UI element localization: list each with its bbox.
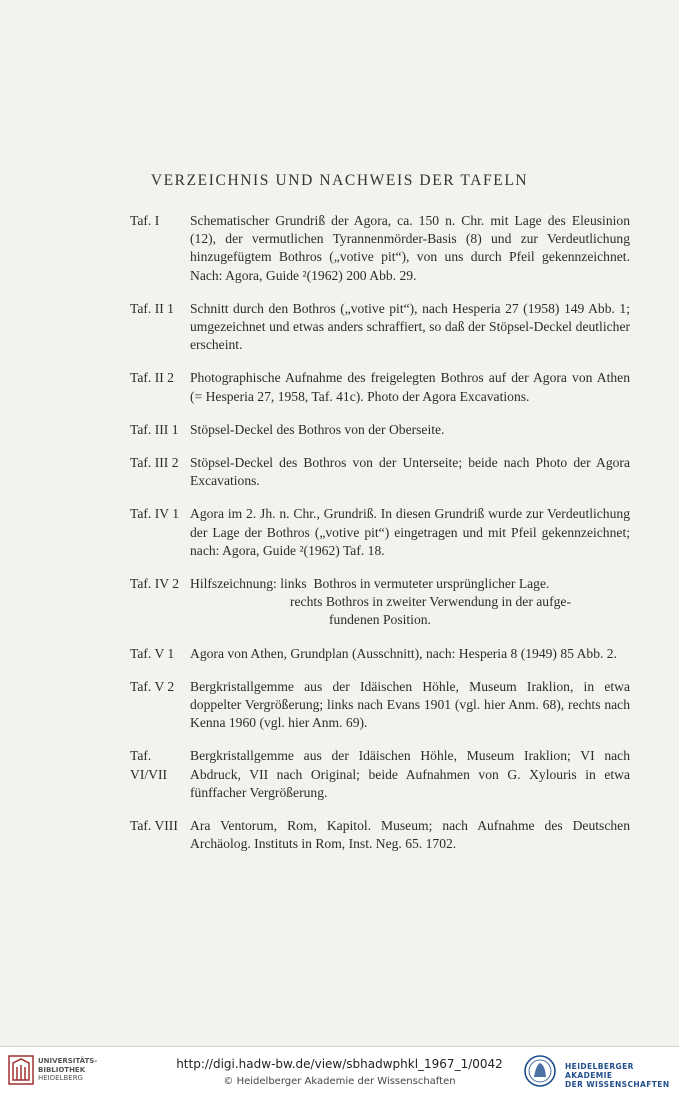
plate-label: Taf. V 2 — [130, 678, 175, 694]
plate-entry — [130, 212, 630, 285]
plate-entry — [130, 454, 630, 490]
academy-seal-icon — [523, 1053, 557, 1089]
plate-description: Stöpsel-Deckel des Bothros von der Unterseite; beide nach Photo der Agora Excavations. — [190, 455, 630, 489]
plate-description: Schnitt durch den Bothros („votive pit“), nach Hesperia 27 (1958) 149 Abb. 1; umgezeichnet und etwas anders schraffiert, so daß der Stöpsel-Deckel deutlicher erscheint. — [190, 300, 630, 353]
plate-entry — [130, 421, 630, 439]
plate-description: Stöpsel-Deckel des Bothros von der Oberseite. — [190, 421, 445, 437]
academy-name-line: HEIDELBERGER AKADEMIE — [565, 1062, 634, 1080]
plate-label: Taf. III 2 — [130, 455, 179, 471]
library-name-line: HEIDELBERG — [38, 1074, 83, 1082]
plate-description-line: fundenen Position. — [329, 612, 431, 628]
plate-entry — [130, 817, 630, 853]
plate-description-line: Hilfszeichnung: links Bothros in vermuteter ursprünglicher Lage. — [190, 576, 550, 592]
plate-description: Bergkristallgemme aus der Idäischen Höhle, Museum Iraklion; VI nach Abdruck, VII nach Original; beide Aufnahmen von G. Xylouris in etwa fünffacher Vergrößerung. — [190, 748, 630, 800]
plate-label: Taf. V 1 — [130, 645, 175, 661]
library-name-line: BIBLIOTHEK — [38, 1065, 86, 1074]
page-title: VERZEICHNIS UND NACHWEIS DER TAFELN — [150, 172, 529, 189]
plate-list — [130, 212, 630, 868]
plate-entry — [130, 747, 630, 802]
plate-label: Taf. IV 1 — [130, 506, 180, 522]
academy-name — [565, 1062, 679, 1089]
academy-name-line: DER WISSENSCHAFTEN — [565, 1080, 670, 1089]
plate-label: Taf. II 1 — [130, 300, 174, 316]
plate-description: Photographische Aufnahme des freigelegten Bothros auf der Agora von Athen (= Hesperia 27, 1958, Taf. 41c). Photo der Agora Excavations. — [190, 370, 630, 404]
library-name-line: UNIVERSITÄTS- — [38, 1057, 98, 1065]
plate-label: Taf. II 2 — [130, 370, 174, 386]
plate-description: Ara Ventorum, Rom, Kapitol. Museum; nach Aufnahme des Deutschen Archäolog. Instituts in Rom, Inst. Neg. 65. 1702. — [190, 818, 630, 852]
plate-description: Schematischer Grundriß der Agora, ca. 150 n. Chr. mit Lage des Eleusinion (12), der vermutlichen Tyrannenmörder-Basis (8) und zur Verdeutlichung hinzugefügtem Bothros („votive pit“), von uns durch Pfeil gekennzeichnet. Nach: Agora, Guide ²(1962) 200 Abb. 29. — [190, 213, 630, 283]
plate-description: Agora von Athen, Grundplan (Ausschnitt), nach: Hesperia 8 (1949) 85 Abb. 2. — [190, 645, 617, 661]
plate-label: Taf. VI/VII — [130, 748, 167, 782]
plate-entry — [130, 575, 630, 630]
plate-description: Bergkristallgemme aus der Idäischen Höhle, Museum Iraklion, in etwa doppelter Vergrößerung; links nach Evans 1901 (vgl. hier Anm. 68), rechts nach Kenna 1960 (vgl. hier Anm. 69). — [190, 678, 630, 731]
copyright-notice: © Heidelberger Akademie der Wissenschaften — [223, 1076, 456, 1087]
plate-label: Taf. III 1 — [130, 421, 179, 437]
plate-entry — [130, 645, 630, 663]
plate-entry — [130, 369, 630, 405]
plate-entry — [130, 505, 630, 560]
plate-label: Taf. IV 2 — [130, 576, 180, 592]
plate-entry — [130, 300, 630, 355]
plate-description: Agora im 2. Jh. n. Chr., Grundriß. In diesen Grundriß wurde zur Verdeutlichung der Lage der Bothros („votive pit“) eingetragen und mit Pfeil gekennzeichnet; nach: Agora, Guide ²(1962) Taf. 18. — [190, 506, 630, 558]
plate-description — [190, 575, 630, 630]
digitization-footer — [0, 1046, 679, 1095]
plate-entry — [130, 678, 630, 733]
source-url-link[interactable]: http://digi.hadw-bw.de/view/sbhadwphkl_1967_1/0042 — [176, 1057, 503, 1071]
plate-label: Taf. I — [130, 213, 160, 228]
plate-label: Taf. VIII — [130, 818, 178, 834]
plate-description-line: rechts Bothros in zweiter Verwendung in der aufge- — [290, 594, 571, 610]
